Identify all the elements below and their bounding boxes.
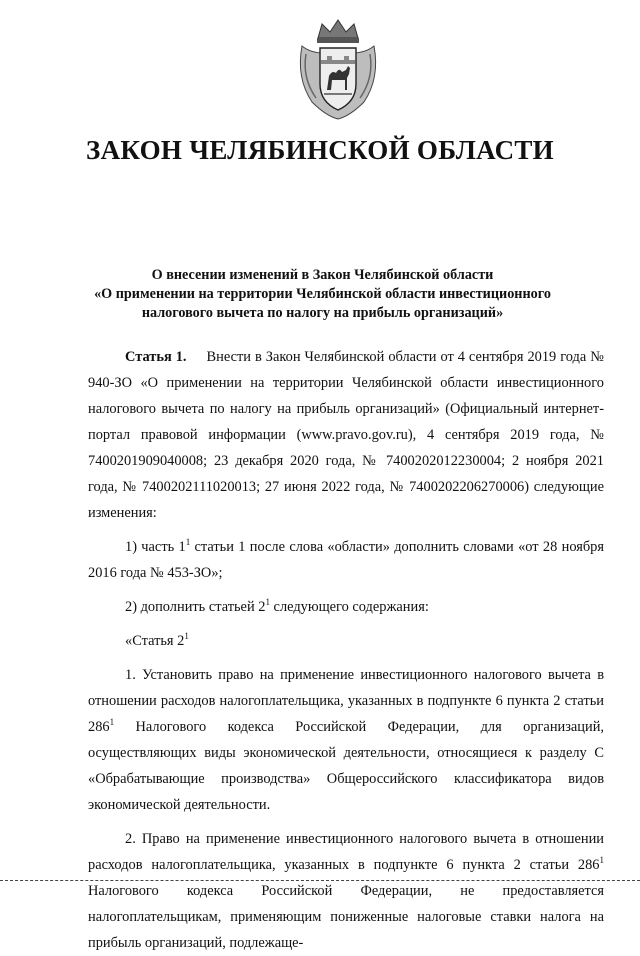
new-article-paragraph-2: 2. Право на применение инвестиционного налогового вычета в отношении расходов налогоплательщика, указанных в подпункте 6 пункта 2 статьи $286^1$ Налогового кодекса Российской Федерации, не предоставляется налогоплательщикам, применяющим пониженные налоговые ставки налога на прибыль организаций, подлежаще- [88, 831, 604, 951]
law-title: ЗАКОН ЧЕЛЯБИНСКОЙ ОБЛАСТИ [86, 135, 554, 165]
subject-line: налогового вычета по налогу на прибыль организаций» [141, 305, 504, 321]
amendment-item-1: 1) часть $1^1$ статьи 1 после слова «области» дополнить словами «от 28 ноября 2016 года № 453-ЗО»; [88, 537, 604, 581]
article-1-label: Статья 1. [125, 349, 187, 365]
subject-line: О внесении изменений в Закон Челябинской области [151, 267, 494, 283]
new-article-paragraph-1: 1. Установить право на применение инвестиционного налогового вычета в отношении расходов налогоплательщика, указанных в подпункте 6 пункта 2 статьи $286^1$ Налогового кодекса Российской Федерации, для организаций, осуществляющих виды экономической деятельности, относящиеся к разделу С «Обрабатывающие производства» Общероссийского классификатора видов экономической деятельности. [88, 667, 604, 813]
document-body [88, 344, 604, 956]
new-article-heading: «Статья $2^1$ [125, 631, 189, 649]
law-subject [60, 266, 585, 323]
chelyabinsk-coat-of-arms-icon [292, 16, 384, 121]
article-1-paragraph [88, 344, 604, 526]
amendment-item-2: 2) дополнить статьей $2^1$ следующего содержания: [125, 597, 429, 615]
subject-line: «О применении на территории Челябинской области инвестиционного [94, 286, 551, 302]
article-1-text: Внести в Закон Челябинской области от 4 сентября 2019 года № 940-ЗО «О применении на территории Челябинской области инвестиционного налогового вычета по налогу на прибыль организаций» (Официальный интернет-портал правовой информации (www.pravo.gov.ru), 4 сентября 2019 года, № 7400201909040008; 23 декабря 2020 года, № 7400202012230004; 2 ноября 2021 года, № 7400202111020013; 27 июня 2022 года, № 7400202206270006) следующие изменения: [88, 349, 604, 521]
page-edge-line [0, 880, 640, 881]
